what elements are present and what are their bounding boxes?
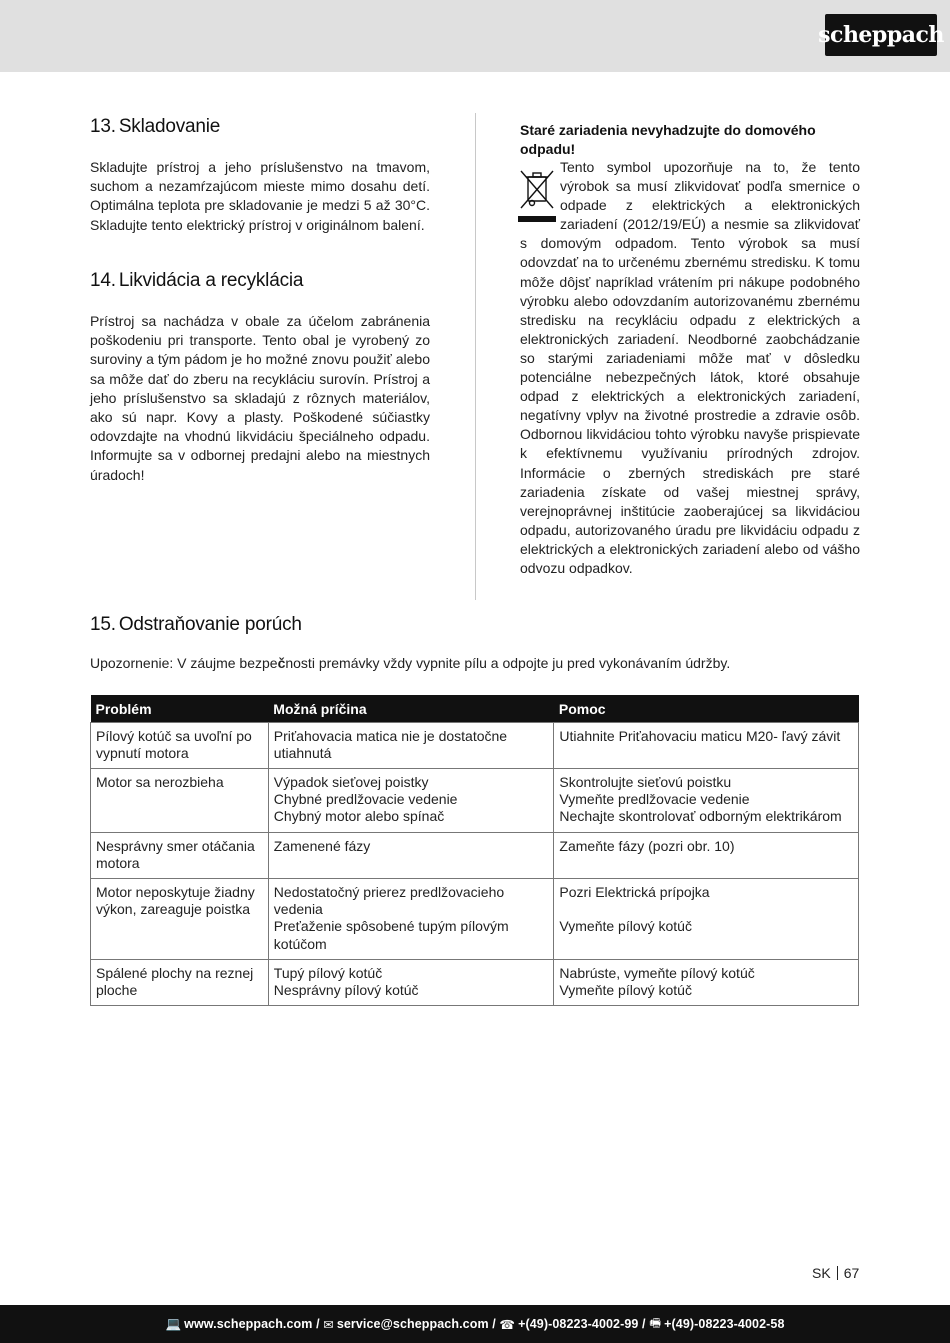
table-row bbox=[91, 768, 859, 832]
cell-cause bbox=[268, 878, 554, 959]
phone-icon: ☎ bbox=[499, 1317, 516, 1332]
weee-notice bbox=[520, 158, 860, 578]
weee-title: Staré zariadenia nevyhadzujte do domového odpadu! bbox=[520, 122, 816, 157]
cell-remedy bbox=[554, 832, 859, 878]
cell-line: Nedostatočný prierez predlžovacieho vedenia bbox=[273, 883, 505, 918]
safety-warning: Upozornenie: V záujme bezpečnosti premávky vždy vypnite pílu a odpojte ju pred vykonávaním údržby. bbox=[90, 655, 731, 671]
cell-problem bbox=[91, 832, 269, 878]
cell-line: Motor sa nerozbieha bbox=[96, 773, 224, 790]
cell-line: Vymeňte predlžovacie vedenie bbox=[559, 791, 750, 808]
cell-cause bbox=[268, 832, 554, 878]
cell-line: Tupý pílový kotúč bbox=[273, 964, 383, 981]
cell-cause bbox=[268, 959, 554, 1005]
cell-line: Motor neposkytuje žiadny výkon, zareaguje poistka bbox=[96, 883, 255, 918]
cell-problem bbox=[91, 722, 269, 768]
cell-line: Skontrolujte sieťovú poistku bbox=[559, 773, 732, 790]
cell-line: Pílový kotúč sa uvoľní po vypnutí motora bbox=[96, 727, 252, 761]
cell-line: Zameňte fázy (pozri obr. 10) bbox=[559, 837, 735, 854]
cell-line: Výpadok sieťovej poistky bbox=[273, 773, 429, 790]
section-14-body: Prístroj sa nachádza v obale za účelom zabránenia poškodeniu pri transporte. Tento obal je vyrobený zo suroviny a tým pádom je ho možné znovu použiť alebo sa môže dať do zberu na recykláciu surovín. Prístroj a jeho príslušenstvo sa skladajú z rôznych materiálov, ako sú napr. Kovy a plasty. Poškodené súčiastky odovzdajte na vhodnú likvidáciu špeciálneho odpadu. Informujte sa v odbornej predajni alebo na miestnych úradoch! bbox=[90, 313, 430, 483]
header-band bbox=[0, 0, 950, 72]
cell-line: Vymeňte pílový kotúč bbox=[559, 981, 692, 998]
footer-email: service@scheppach.com / bbox=[336, 1317, 496, 1331]
cell-problem bbox=[91, 878, 269, 959]
cell-line: Pozri Elektrická prípojka bbox=[559, 883, 710, 900]
section-15-heading bbox=[90, 614, 302, 636]
crossed-out-wheelie-bin-icon bbox=[518, 168, 556, 224]
section-number: 15. bbox=[90, 614, 116, 635]
page-number: SK 67 bbox=[812, 1265, 860, 1281]
footer-website: www.scheppach.com / bbox=[184, 1317, 320, 1331]
scheppach-logo: scheppach bbox=[825, 14, 937, 56]
cell-line: Nechajte skontrolovať odborným elektrikárom bbox=[559, 808, 842, 825]
weee-body: Tento symbol upozorňuje na to, že tento výrobok sa musí zlikvidovať podľa smernice o odpade z elektrických a elektronických zariadení (2012/19/EÚ) a nesmie sa zlikvidovať s domovým odpadom. Tento výrobok sa musí odovzdať na to určenému zbernému stredisku. K tomu môže dôjsť napríklad vrátením pri nákupe podobného výrobku alebo odovzdaním autorizovanému zbernému stredisku na recykláciu odpadu z elektrických a elektronických zariadení. Neodborné zaobchádzanie so starými zariadeniami môže mať v dôsledku potenciálne nebezpečných látok, ktoré obsahuje odpad z elektrických a elektronických zariadení, negatívny vplyv na životné prostredie a zdravie osôb. Odbornou likvidáciou tohto výrobku navyše prispievate k efektívnemu využívaniu prírodných zdrojov. Informácie o zberných strediskách pre staré zariadenia získate od vašej miestnej správy, verejnoprávnej inštitúcie zaoberajúcej sa likvidáciou odpadu, autorizovaného úradu pre likvidáciu odpadu z elektrických a elektronických zariadení alebo od vášho odvozu odpadkov. bbox=[520, 159, 860, 576]
troubleshooting-table bbox=[90, 695, 859, 1006]
cell-line: Chybný motor alebo spínač bbox=[273, 808, 445, 825]
table-row bbox=[91, 722, 859, 768]
footer-contact-bar bbox=[0, 1305, 950, 1343]
cell-line: Nesprávny smer otáčania motora bbox=[96, 837, 255, 871]
cell-line: Nesprávny pílový kotúč bbox=[273, 981, 419, 998]
cell-line: Zamenené fázy bbox=[273, 837, 371, 854]
cell-line: Vymeňte pílový kotúč bbox=[559, 918, 692, 935]
section-title: Likvidácia a recyklácia bbox=[118, 270, 304, 291]
cell-line: Chybné predlžovacie vedenie bbox=[273, 791, 458, 808]
cell-line bbox=[559, 901, 853, 918]
column-header-problem: Problém bbox=[91, 695, 269, 722]
column-header-remedy: Pomoc bbox=[554, 695, 859, 722]
cell-remedy bbox=[554, 878, 859, 959]
section-number: 13. bbox=[90, 116, 116, 137]
cell-line: Preťaženie spôsobené tupým pílovým kotúčom bbox=[273, 918, 509, 952]
cell-line: Utiahnite Priťahovaciu maticu M20- ľavý závit bbox=[559, 727, 841, 744]
section-title: Odstraňovanie porúch bbox=[118, 614, 302, 635]
footer-fax: +(49)-08223-4002-58 bbox=[664, 1317, 785, 1331]
section-13-heading bbox=[90, 116, 220, 138]
section-title: Skladovanie bbox=[118, 116, 221, 137]
computer-icon: 💻 bbox=[165, 1316, 182, 1331]
cell-remedy bbox=[554, 722, 859, 768]
cell-problem bbox=[91, 768, 269, 832]
cell-problem bbox=[91, 959, 269, 1005]
table-row bbox=[91, 959, 859, 1005]
section-14-heading bbox=[90, 270, 303, 292]
cell-cause bbox=[268, 722, 554, 768]
column-header-cause: Možná príčina bbox=[268, 695, 554, 722]
cell-line: Priťahovacia matica nie je dostatočne utiahnutá bbox=[273, 727, 508, 761]
cell-remedy bbox=[554, 959, 859, 1005]
fax-icon: 🖷 bbox=[649, 1315, 662, 1330]
section-number: 14. bbox=[90, 270, 116, 291]
cell-line: Spálené plochy na reznej ploche bbox=[96, 964, 254, 998]
table-row bbox=[91, 878, 859, 959]
table-row bbox=[91, 832, 859, 878]
column-divider bbox=[475, 113, 476, 600]
cell-cause bbox=[268, 768, 554, 832]
cell-remedy bbox=[554, 768, 859, 832]
mail-icon: ✉ bbox=[323, 1317, 334, 1332]
cell-line: Nabrúste, vymeňte pílový kotúč bbox=[559, 964, 755, 981]
footer-phone: +(49)-08223-4002-99 / bbox=[518, 1317, 646, 1331]
section-13-body: Skladujte prístroj a jeho príslušenstvo na tmavom, suchom a nezamŕzajúcom mieste mimo dosahu detí. Optimálna teplota pre skladovanie je medzi 5 až 30°C. Skladujte tento elektrický prístroj v originálnom balení. bbox=[90, 159, 430, 233]
table-header-row bbox=[91, 695, 859, 722]
